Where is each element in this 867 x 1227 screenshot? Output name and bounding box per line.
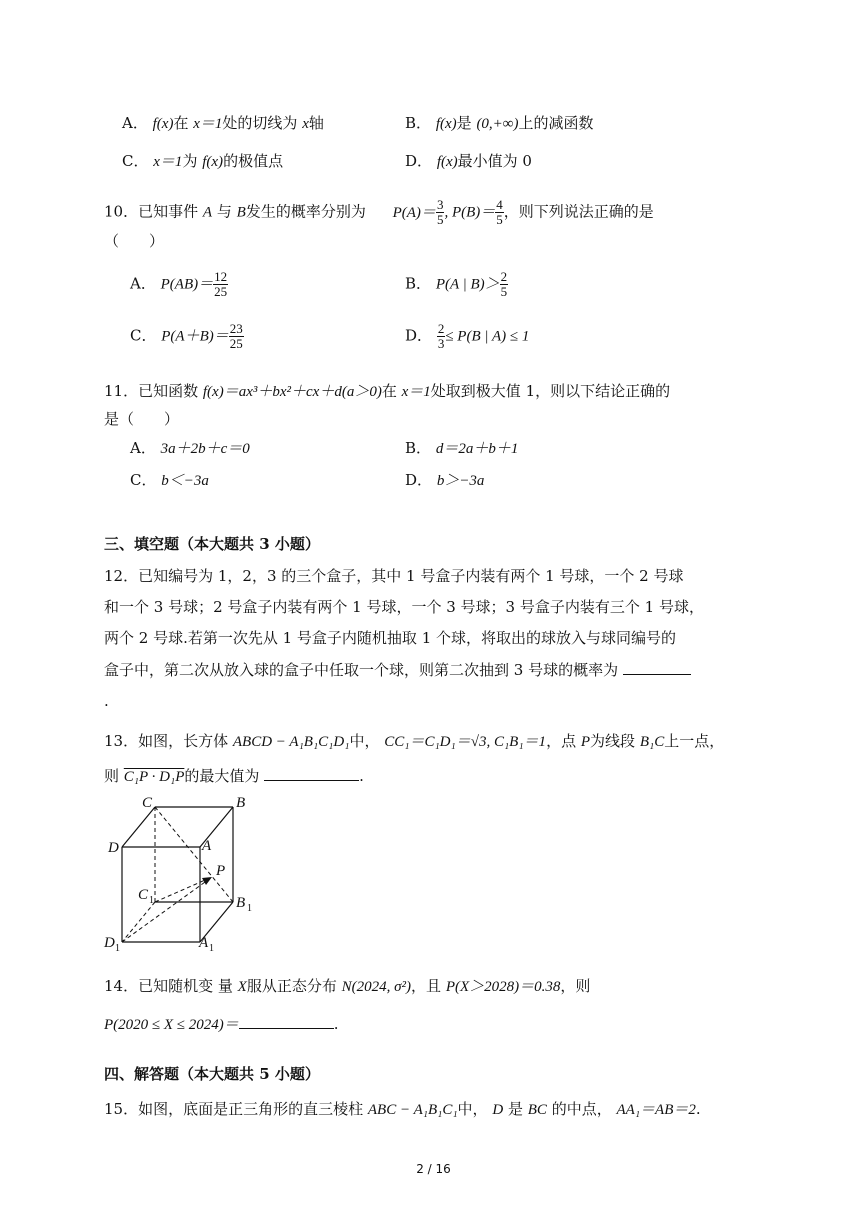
q10-option-d xyxy=(405,322,529,351)
stem-text: ，且 xyxy=(411,977,442,995)
q14-stem xyxy=(104,975,590,998)
q11-option-b xyxy=(405,437,518,460)
option-letter: D． xyxy=(405,326,433,345)
subscript-a1: 1 xyxy=(209,943,214,954)
option-text: 是 xyxy=(456,114,472,132)
math-expression: x＝1 xyxy=(401,384,431,400)
q15-stem xyxy=(104,1098,701,1121)
stem-text: 处取到极大值 1，则以下结论正确的 xyxy=(430,382,671,400)
math-expression: b＞−3a xyxy=(436,473,485,489)
math-expression: P(2020 ≤ X ≤ 2024)＝ xyxy=(104,1017,239,1033)
option-letter: C． xyxy=(122,152,149,170)
section-heading-solutions: 四、解答题（本大题共 5 小题） xyxy=(104,1065,320,1083)
q13-stem-line2 xyxy=(104,764,364,788)
q12-line4 xyxy=(104,658,691,681)
math-expression: (0,+∞) xyxy=(476,116,519,132)
math-expression: P(X＞2028)＝0.38 xyxy=(445,979,561,995)
cuboid-figure xyxy=(100,795,260,957)
fraction xyxy=(500,270,509,299)
vertex-label-a1: A xyxy=(199,935,209,951)
math-expression: , P(B)＝ xyxy=(444,204,496,221)
question-number: 13． xyxy=(104,732,139,750)
vertex-label-c1: C xyxy=(138,887,149,903)
fraction-denominator: 25 xyxy=(214,284,228,299)
q13-stem xyxy=(104,730,724,753)
vertex-label-d1: D xyxy=(104,935,115,951)
math-expression: P(A | B)＞ xyxy=(435,276,500,293)
stem-text: 服从正态分布 xyxy=(246,977,337,995)
subscript-d1: 1 xyxy=(115,943,120,954)
math-expression: ABC − A₁B₁C₁ xyxy=(367,1102,458,1118)
q11-stem-line2: 是（ ） xyxy=(104,410,180,428)
math-expression: f(x) xyxy=(202,154,224,170)
stem-text: 的中点， xyxy=(551,1100,612,1118)
stem-text: ，则 xyxy=(560,977,591,995)
q10-option-b xyxy=(405,270,508,299)
math-var: A xyxy=(202,204,213,221)
answer-blank[interactable] xyxy=(623,658,691,675)
stem-text: . xyxy=(359,767,364,785)
q9-option-a xyxy=(122,112,324,135)
math-expression: x＝1 xyxy=(153,154,183,170)
option-text: 在 xyxy=(173,114,189,132)
question-number: 10． xyxy=(104,202,139,221)
option-text: 为 xyxy=(182,152,198,170)
q11-option-c xyxy=(130,469,209,492)
option-letter: D． xyxy=(405,152,433,170)
question-number: 11． xyxy=(104,382,139,400)
math-expression: f(x)＝ax³＋bx²＋cx＋d(a＞0) xyxy=(202,384,382,400)
fraction-denominator: 5 xyxy=(496,212,503,227)
subscript-b1: 1 xyxy=(247,903,252,914)
fraction xyxy=(495,198,504,227)
option-letter: C． xyxy=(130,326,157,345)
option-letter: B． xyxy=(405,114,432,132)
math-var: D xyxy=(492,1102,504,1118)
q9-option-d xyxy=(405,150,532,173)
stem-text: 为线段 xyxy=(590,732,636,750)
math-expression: P(A)＝ xyxy=(392,204,436,221)
math-expression: f(x) xyxy=(436,154,458,170)
stem-text: 发生的概率分别为 xyxy=(245,202,366,221)
math-expression: ≤ P(B | A) ≤ 1 xyxy=(445,328,530,345)
q10-paren: （ ） xyxy=(104,232,165,250)
math-var: B xyxy=(236,204,246,221)
stem-text: 上一点， xyxy=(664,732,725,750)
math-var: X xyxy=(237,979,247,995)
stem-text: 与 xyxy=(216,202,232,221)
vertex-label-b: B xyxy=(236,795,246,811)
math-expression: f(x) xyxy=(152,116,174,132)
stem-text: . xyxy=(333,1015,339,1033)
question-number: 15． xyxy=(104,1100,139,1118)
math-expression: 3a＋2b＋c＝0 xyxy=(160,441,250,457)
subscript-c1: 1 xyxy=(149,895,154,906)
math-expression: B₁C xyxy=(639,734,665,750)
math-expression: N(2024, σ²) xyxy=(341,979,412,995)
q11-option-d xyxy=(405,469,484,492)
fraction-denominator: 3 xyxy=(437,336,445,351)
math-expression: f(x) xyxy=(435,116,457,132)
q12-line1: 12．已知编号为 1，2，3 的三个盒子，其中 1 号盒子内装有两个 1 号球，一个 2 号球 xyxy=(104,567,684,585)
stem-text: 如图，长方体 xyxy=(138,732,229,750)
math-expression: AA₁＝AB＝2 xyxy=(616,1102,696,1118)
option-text: 上的减函数 xyxy=(518,114,594,132)
point-label-p: P xyxy=(216,863,226,879)
math-expression: x＝1 xyxy=(193,116,223,132)
option-letter: B． xyxy=(405,274,432,293)
stem-text: 则 xyxy=(104,767,120,785)
section-heading-fill-in: 三、填空题（本大题共 3 小题） xyxy=(104,535,320,553)
math-expression: CC₁＝C₁D₁＝√3, C₁B₁＝1 xyxy=(384,734,547,750)
fraction-numerator: 2 xyxy=(500,269,508,284)
answer-blank[interactable] xyxy=(264,764,359,781)
stem-text: 已知随机变 量 xyxy=(138,977,233,995)
math-expression: C₁P · D₁P xyxy=(123,769,185,785)
stem-text: 已知函数 xyxy=(138,382,199,400)
page-number: 2 / 16 xyxy=(416,1162,451,1176)
math-expression: d＝2a＋b＋1 xyxy=(435,441,519,457)
q10-option-a xyxy=(130,270,228,299)
stem-text: . xyxy=(695,1100,701,1118)
option-text: 轴 xyxy=(308,114,324,132)
fraction-numerator: 23 xyxy=(229,321,243,336)
fraction-numerator: 3 xyxy=(436,197,444,212)
vertex-label-a: A xyxy=(202,838,212,854)
option-letter: D． xyxy=(405,471,433,489)
vertex-label-d: D xyxy=(108,840,119,856)
stem-text: 的最大值为 xyxy=(184,767,260,785)
stem-text: 中， xyxy=(457,1100,488,1118)
option-text: 处的切线为 xyxy=(222,114,298,132)
fraction-denominator: 5 xyxy=(436,212,444,227)
stem-text: 盒子中，第二次从放入球的盒子中任取一个球，则第二次抽到 3 号球的概率为 xyxy=(104,661,619,679)
stem-text: 如图，底面是正三角形的直三棱柱 xyxy=(138,1100,364,1118)
option-text: 的极值点 xyxy=(223,152,284,170)
q10-option-c xyxy=(130,322,244,351)
math-expression: P(AB)＝ xyxy=(160,276,214,293)
math-var: P xyxy=(580,734,591,750)
stem-text: 在 xyxy=(381,382,397,400)
fraction-numerator: 4 xyxy=(496,197,503,212)
stem-text: 是 xyxy=(507,1100,523,1118)
option-letter: B． xyxy=(405,439,432,457)
fraction-numerator: 2 xyxy=(437,321,445,336)
q9-option-c xyxy=(122,150,283,173)
math-var: BC xyxy=(527,1102,547,1118)
fraction-denominator: 25 xyxy=(229,336,243,351)
option-letter: A． xyxy=(130,274,156,293)
answer-blank[interactable] xyxy=(239,1012,334,1029)
stem-text: ，则下列说法正确的是 xyxy=(503,202,654,221)
q11-stem xyxy=(104,380,670,403)
option-letter: C． xyxy=(130,471,157,489)
stem-text: ，点 xyxy=(546,732,577,750)
math-expression: b＜−3a xyxy=(161,473,209,489)
fraction-numerator: 12 xyxy=(214,269,228,284)
option-text: 最小值为 0 xyxy=(457,152,532,170)
math-expression: P(A＋B)＝ xyxy=(161,328,229,345)
q12-line5: . xyxy=(104,692,109,710)
math-expression: ABCD − A₁B₁C₁D₁ xyxy=(232,734,350,750)
q10-stem xyxy=(104,198,654,227)
q9-option-b xyxy=(405,112,594,135)
math-expression: x xyxy=(302,116,309,132)
q14-stem-line2 xyxy=(104,1012,339,1036)
vertex-label-c: C xyxy=(142,795,153,811)
fraction-denominator: 5 xyxy=(500,284,508,299)
q12-line2: 和一个 3 号球；2 号盒子内装有两个 1 号球，一个 3 号球；3 号盒子内装有三个 1 号球， xyxy=(104,598,704,616)
fraction xyxy=(213,270,228,299)
q11-option-a xyxy=(130,437,250,460)
stem-text: 中， xyxy=(349,732,380,750)
stem-text: 已知事件 xyxy=(138,202,199,221)
vertex-label-b1: B xyxy=(236,895,246,911)
question-number: 14． xyxy=(104,977,139,995)
option-letter: A． xyxy=(122,114,148,132)
option-letter: A． xyxy=(130,439,156,457)
q12-line3: 两个 2 号球.若第一次先从 1 号盒子内随机抽取 1 个球，将取出的球放入与球同编号的 xyxy=(104,629,677,647)
fraction xyxy=(229,322,244,351)
